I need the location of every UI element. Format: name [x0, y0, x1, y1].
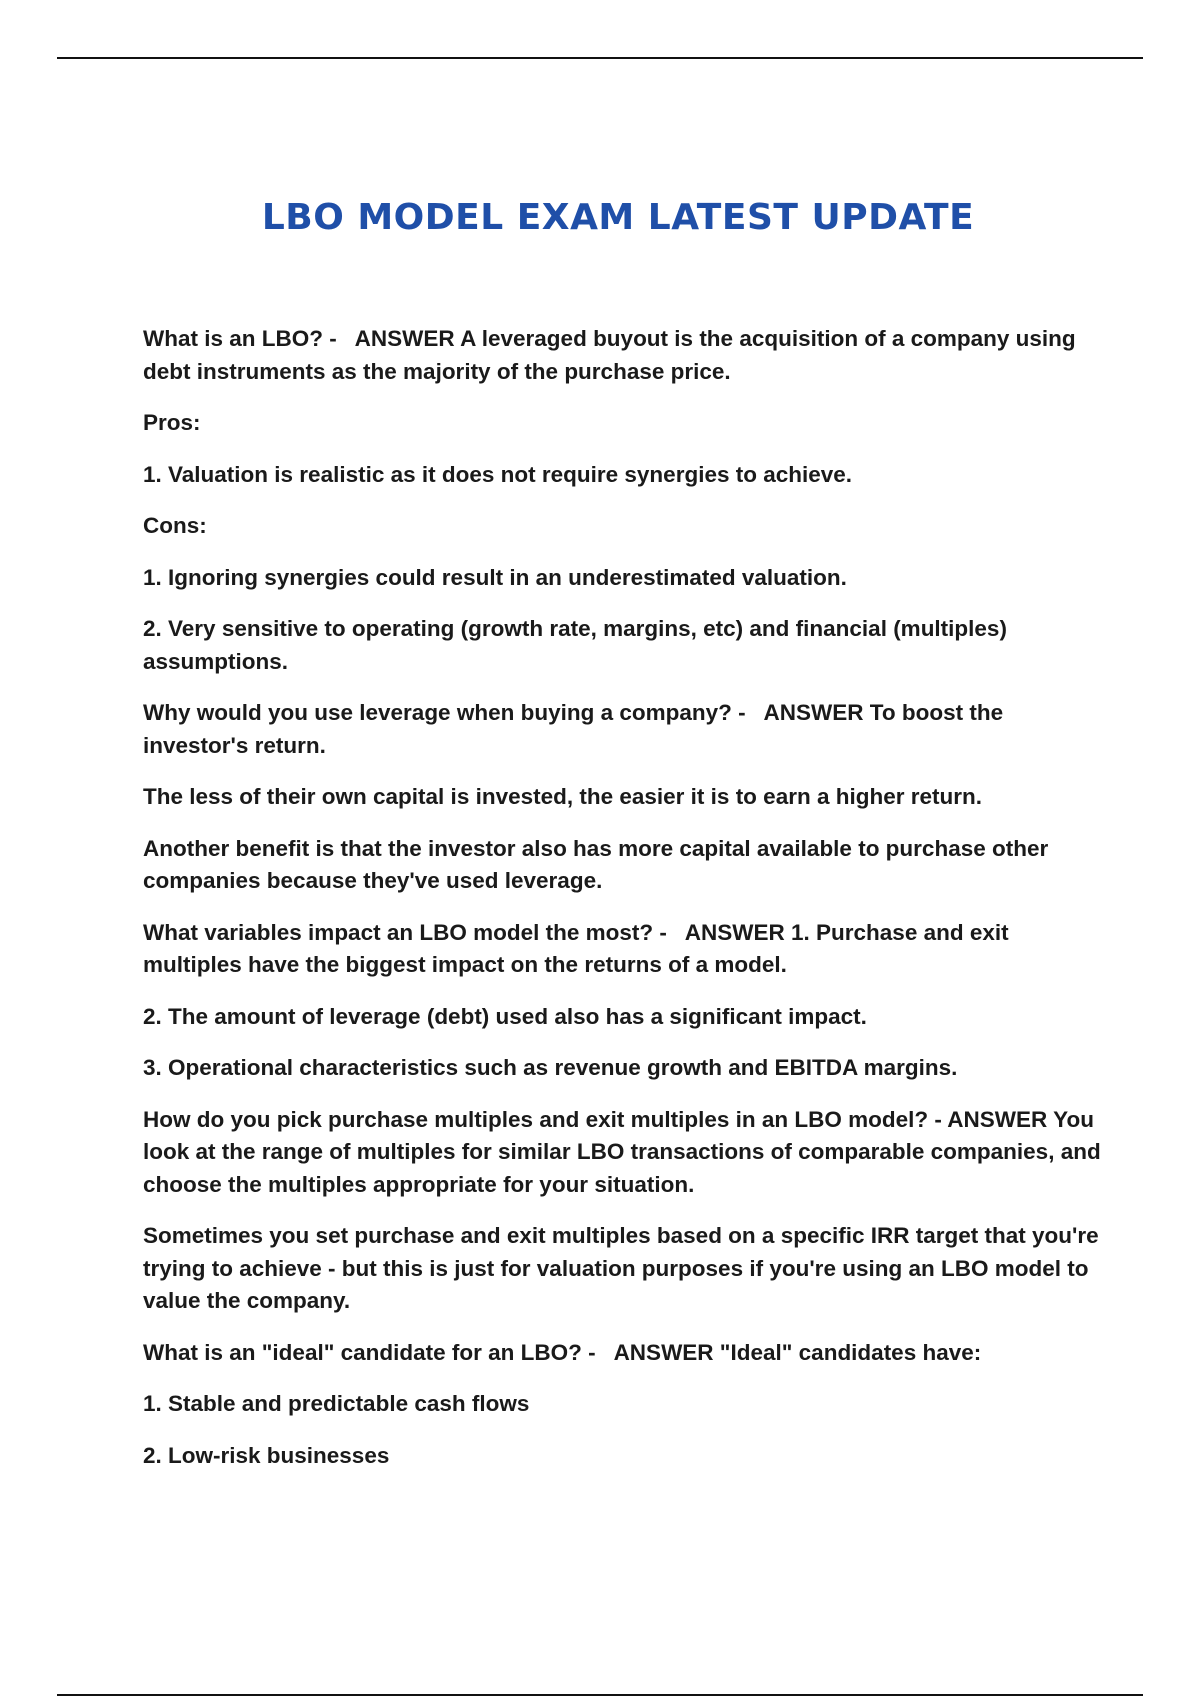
question-text: What variables impact an LBO model the most? -: [143, 919, 667, 945]
answer-text: ANSWER 1. Purchase and exit multiples have the biggest impact on the returns of a model.: [143, 919, 1009, 977]
paragraph: 1. Ignoring synergies could result in an underestimated valuation.: [143, 564, 847, 590]
paragraph: 1. Stable and predictable cash flows: [143, 1391, 530, 1416]
bottom-rule: [57, 1694, 1143, 1696]
question-text: Why would you use leverage when buying a company? -: [143, 700, 746, 725]
question-text: How do you pick purchase multiples and exit multiples in an LBO model? -: [143, 1106, 942, 1132]
answer-text: ANSWER To boost the investor's return.: [143, 700, 1004, 758]
top-rule: [57, 57, 1143, 59]
paragraph: 3. Operational characteristics such as revenue growth and EBITDA margins.: [143, 1055, 958, 1080]
question-text: What is an "ideal" candidate for an LBO? -: [143, 1339, 596, 1365]
paragraph: 2. Very sensitive to operating (growth rate, margins, etc) and financial (multiples) assumptions.: [143, 616, 1007, 674]
qa-paragraph: [143, 1337, 1103, 1370]
answer-text: ANSWER "Ideal" candidates have:: [613, 1339, 982, 1365]
document-title: LBO MODEL EXAM LATEST UPDATE: [261, 197, 975, 238]
paragraph: Sometimes you set purchase and exit multiples based on a specific IRR target that you're trying to achieve - but this is just for valuation purposes if you're using an LBO model to value the company.: [143, 1223, 1099, 1313]
paragraph: Cons:: [143, 513, 207, 538]
paragraph: 1. Valuation is realistic as it does not require synergies to achieve.: [143, 461, 853, 487]
paragraph: The less of their own capital is invested, the easier it is to earn a higher return.: [143, 784, 982, 809]
qa-paragraph: [143, 1104, 1103, 1202]
document-body: [143, 323, 1103, 1491]
paragraph: Pros:: [143, 410, 201, 435]
paragraph: Another benefit is that the investor also has more capital available to purchase other companies because they've used leverage.: [143, 835, 1049, 893]
answer-text: ANSWER A leveraged buyout is the acquisition of a company using debt instruments as the majority of the purchase price.: [143, 326, 1076, 384]
paragraph: 2. The amount of leverage (debt) used also has a significant impact.: [143, 1003, 867, 1029]
question-text: What is an LBO? -: [143, 326, 337, 351]
qa-paragraph: [143, 323, 1103, 388]
qa-paragraph: [143, 697, 1103, 762]
answer-text: ANSWER You look at the range of multiples for similar LBO transactions of comparable companies, and choose the multiples appropriate for your situation.: [143, 1106, 1101, 1197]
paragraph: 2. Low-risk businesses: [143, 1442, 390, 1468]
qa-paragraph: [143, 917, 1103, 982]
